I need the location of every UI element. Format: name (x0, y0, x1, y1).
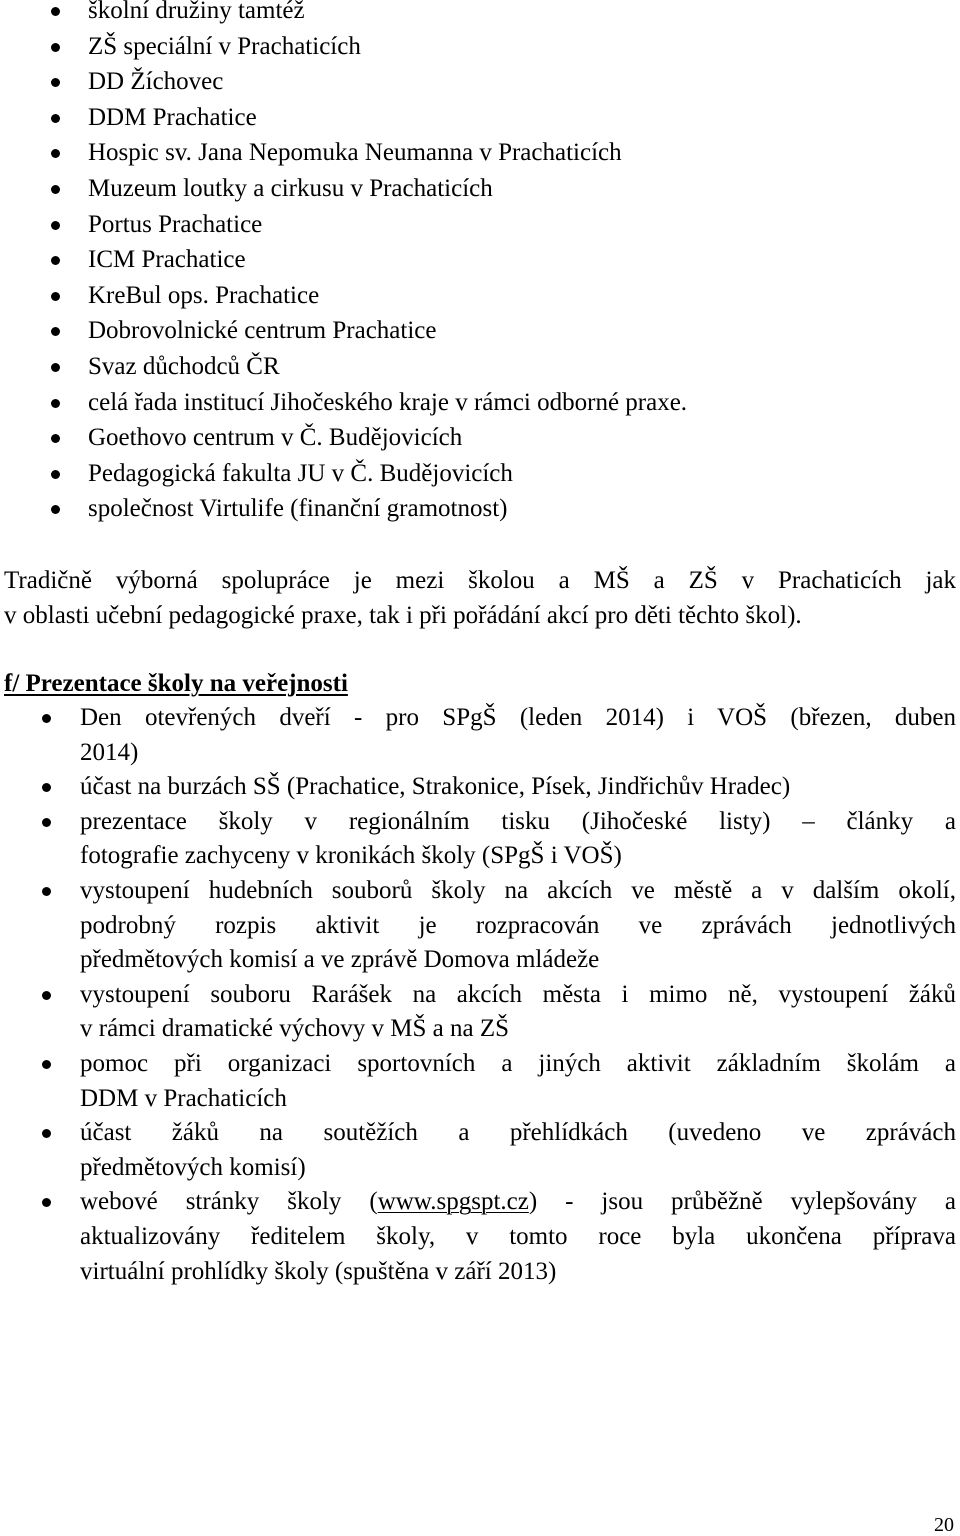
list-item (0, 1116, 956, 1185)
item-text: webové stránky školy ( (80, 1188, 378, 1216)
item-line: 2014) (80, 738, 139, 766)
item-line: aktualizovány ředitelem školy, v tomto roce byla ukončena příprava (80, 1222, 956, 1250)
item-line: účast žáků na soutěžích a přehlídkách (uvedeno ve zprávách (80, 1119, 956, 1147)
item-line: vystoupení souboru Rarášek na akcích města i mimo ně, vystoupení žáků (80, 980, 956, 1008)
item-line: pomoc při organizaci sportovních a jiných aktivit základním školám a (80, 1049, 956, 1077)
list-item: Goethovo centrum v Č. Budějovicích (0, 420, 700, 456)
item-line: v rámci dramatické výchovy v MŠ a na ZŠ (80, 1015, 510, 1043)
cooperation-paragraph (4, 563, 956, 633)
list-item (0, 978, 956, 1047)
list-item: ZŠ speciální v Prachaticích (0, 29, 700, 65)
paragraph-line: Tradičně výborná spolupráce je mezi školou a MŠ a ZŠ v Prachaticích jak (4, 567, 956, 594)
item-line (80, 1185, 956, 1220)
paragraph-line: v oblasti učební pedagogické praxe, tak i při pořádání akcí pro děti těchto škol). (4, 602, 802, 629)
list-item (0, 1185, 956, 1289)
list-item: ICM Prachatice (0, 242, 700, 278)
item-line: virtuální prohlídky školy (spuštěna v září 2013) (80, 1257, 557, 1285)
page-number: 20 (934, 1514, 954, 1536)
section-heading: f/ Prezentace školy na veřejnosti (4, 670, 348, 697)
list-item: školní družiny tamtéž (0, 0, 700, 29)
item-text: ) - jsou průběžně vylepšovány a (528, 1188, 957, 1216)
list-item (0, 874, 956, 978)
list-item: společnost Virtulife (finanční gramotnost) (0, 491, 700, 527)
list-item (0, 770, 956, 805)
presentation-list (0, 701, 960, 1289)
item-line: fotografie zachyceny v kronikách školy (SPgŠ i VOŠ) (80, 842, 622, 870)
item-line: účast na burzách SŠ (Prachatice, Strakonice, Písek, Jindřichův Hradec) (80, 773, 791, 801)
item-line: podrobný rozpis aktivit je rozpracován ve zprávách jednotlivých (80, 911, 956, 939)
list-item: KreBul ops. Prachatice (0, 278, 700, 314)
list-item: DDM Prachatice (0, 100, 700, 136)
list-item: celá řada institucí Jihočeského kraje v rámci odborné praxe. (0, 385, 700, 421)
list-item (0, 701, 956, 770)
partner-institutions-list (0, 0, 700, 527)
item-line: předmětových komisí) (80, 1153, 306, 1181)
list-item: Svaz důchodců ČR (0, 349, 700, 385)
item-line: Den otevřených dveří - pro SPgŠ (leden 2014) i VOŠ (březen, duben (80, 704, 956, 731)
item-line: vystoupení hudebních souborů školy na akcích ve městě a v dalším okolí, (80, 876, 956, 904)
list-item: Pedagogická fakulta JU v Č. Budějovicích (0, 456, 700, 492)
item-line: prezentace školy v regionálním tisku (Jihočeské listy) – články a (80, 807, 956, 835)
list-item: Dobrovolnické centrum Prachatice (0, 313, 700, 349)
list-item: DD Žíchovec (0, 64, 700, 100)
item-line: předmětových komisí a ve zprávě Domova mládeže (80, 946, 600, 974)
list-item: Portus Prachatice (0, 207, 700, 243)
item-line: DDM v Prachaticích (80, 1084, 287, 1112)
list-item: Hospic sv. Jana Nepomuka Neumanna v Prachaticích (0, 135, 700, 171)
list-item: Muzeum loutky a cirkusu v Prachaticích (0, 171, 700, 207)
list-item (0, 805, 956, 874)
website-link[interactable]: www.spgspt.cz (377, 1188, 529, 1216)
list-item (0, 1047, 956, 1116)
